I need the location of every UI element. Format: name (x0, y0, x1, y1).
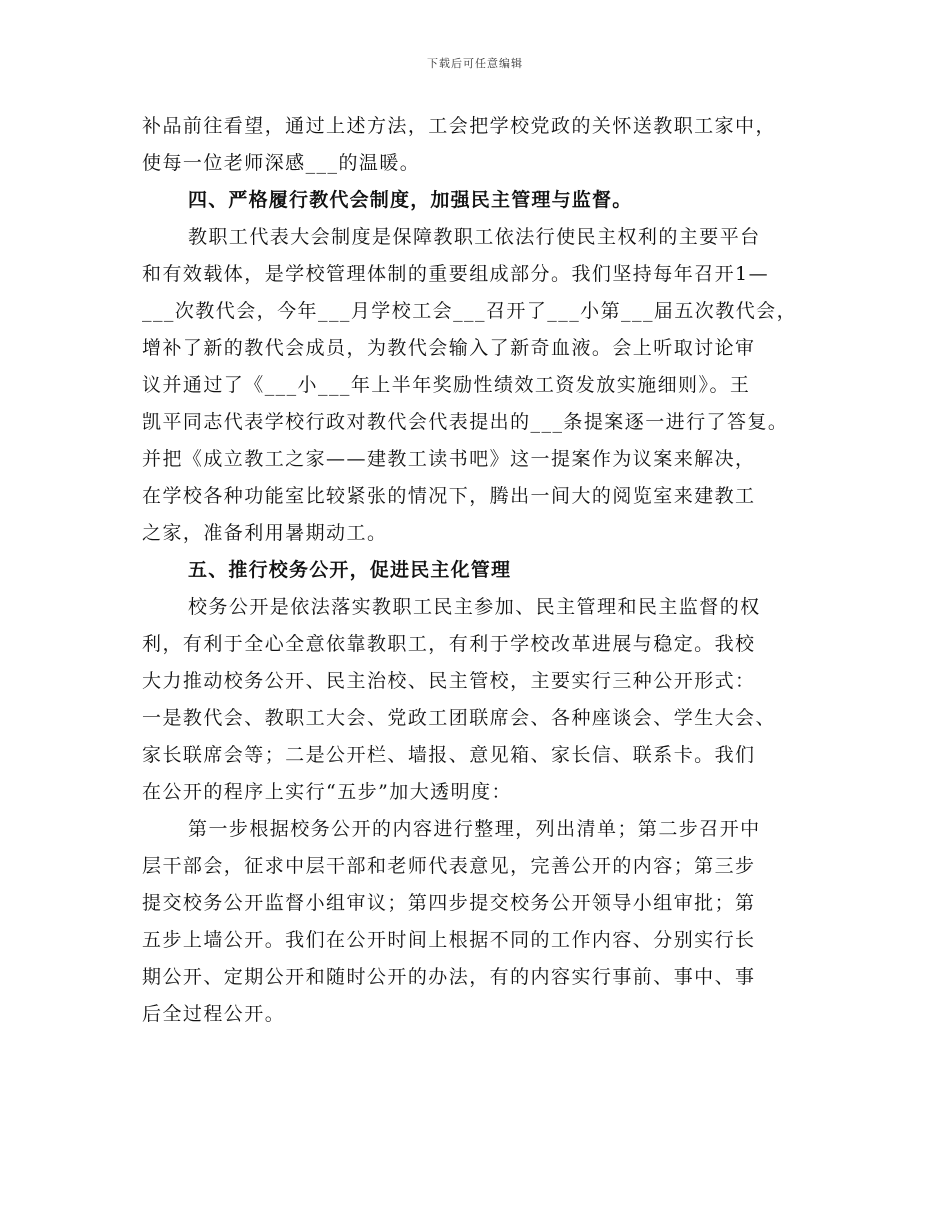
text-line: 使每一位老师深感___的温暖。 (142, 152, 421, 174)
text-line: 在学校各种功能室比较紧张的情况下，腾出一间大的阅览室来建教工 (142, 485, 756, 507)
text-line: 期公开、定期公开和随时公开的办法，有的内容实行事前、事中、事 (142, 966, 756, 988)
section-heading-4: 四、严格履行教代会制度，加强民主管理与监督。 (188, 189, 633, 211)
text-line: 增补了新的教代会成员，为教代会输入了新奇血液。会上听取讨论审 (142, 337, 756, 359)
text-line: ___次教代会，今年___月学校工会___召开了___小第___届五次教代会， (142, 300, 798, 322)
text-line: 之家，准备利用暑期动工。 (142, 522, 388, 544)
text-line: 教职工代表大会制度是保障教职工依法行使民主权利的主要平台 (188, 226, 761, 248)
paragraph-five-steps (142, 811, 832, 1033)
text-line: 凯平同志代表学校行政对教代会代表提出的___条提案逐一进行了答复。 (142, 411, 789, 433)
paragraph-continuation (142, 108, 832, 182)
text-line: 第一步根据校务公开的内容进行整理，列出清单；第二步召开中 (188, 818, 761, 840)
section-heading-5: 五、推行校务公开，促进民主化管理 (188, 559, 512, 581)
text-line: 和有效载体，是学校管理体制的重要组成部分。我们坚持每年召开1— (142, 263, 770, 285)
text-line: 大力推动校务公开、民主治校、民主管校，主要实行三种公开形式： (142, 670, 756, 692)
text-line: 补品前往看望，通过上述方法，工会把学校党政的关怀送教职工家中， (142, 115, 776, 137)
text-line: 并把《成立教工之家——建教工读书吧》这一提案作为议案来解决， (142, 448, 756, 470)
text-line: 后全过程公开。 (142, 1003, 286, 1025)
text-line: 层干部会，征求中层干部和老师代表意见，完善公开的内容；第三步 (142, 855, 756, 877)
text-line: 议并通过了《___小___年上半年奖励性绩效工资发放实施细则》。王 (142, 374, 751, 396)
text-line: 利，有利于全心全意依靠教职工，有利于学校改革进展与稳定。我校 (142, 633, 756, 655)
text-line: 校务公开是依法落实教职工民主参加、民主管理和民主监督的权 (188, 596, 761, 618)
paragraph-affairs-openness (142, 589, 832, 811)
text-line: 提交校务公开监督小组审议；第四步提交校务公开领导小组审批；第 (142, 892, 756, 914)
paragraph-staff-congress (142, 219, 832, 552)
text-line: 家长联席会等；二是公开栏、墙报、意见箱、家长信、联系卡。我们 (142, 744, 756, 766)
text-line: 一是教代会、教职工大会、党政工团联席会、各种座谈会、学生大会、 (142, 707, 776, 729)
text-line: 五步上墙公开。我们在公开时间上根据不同的工作内容、分别实行长 (142, 929, 756, 951)
page-header: 下载后可任意编辑 (427, 57, 523, 70)
text-line: 在公开的程序上实行“五步”加大透明度： (142, 781, 512, 803)
document-body (142, 108, 832, 1033)
